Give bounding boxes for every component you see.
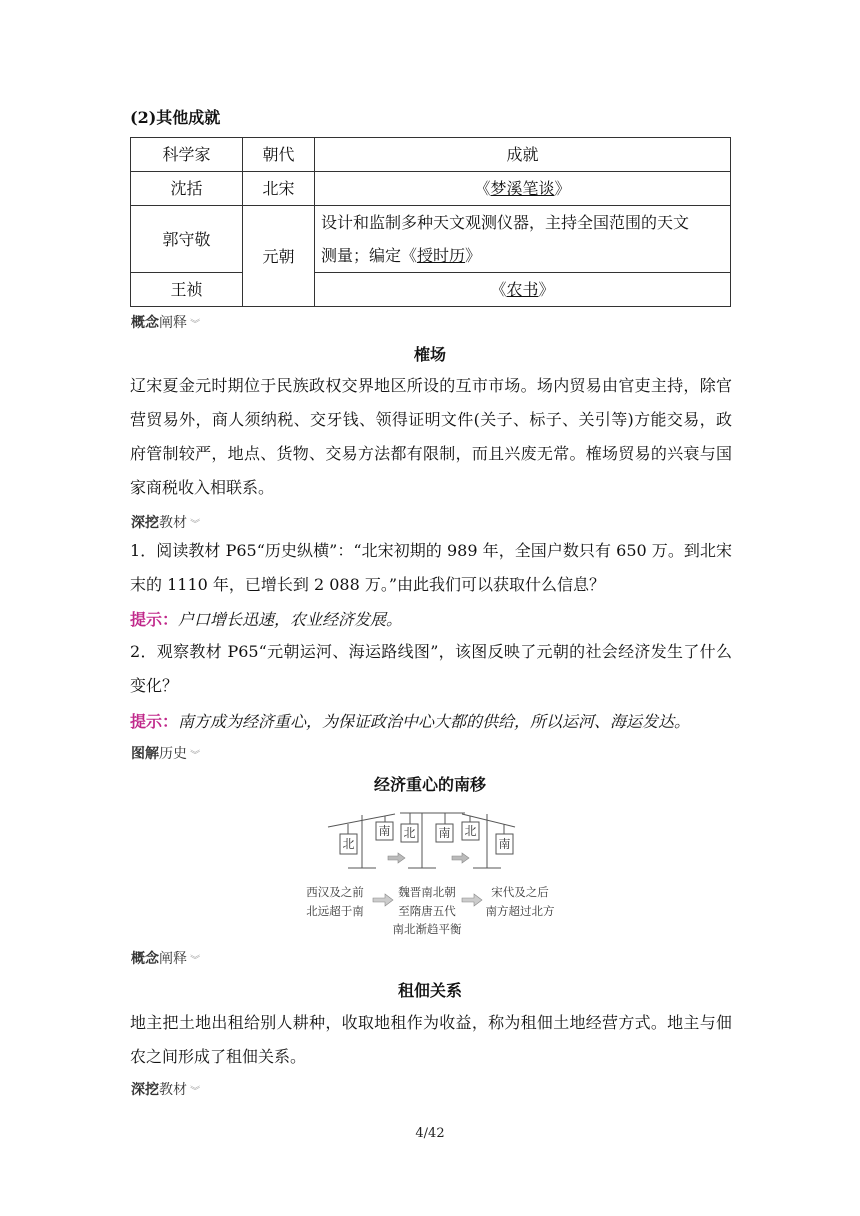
economic-shift-diagram <box>290 800 590 940</box>
chevron-down-icon: ︾ <box>187 1086 201 1098</box>
north-label: 北 <box>403 826 416 840</box>
table-row <box>131 206 731 273</box>
achievement-cell: 《梦溪笔谈》 <box>315 172 731 206</box>
achievement-cell: 设计和监制多种天文观测仪器，主持全国范围的天文 测量；编定《授时历》 <box>315 206 731 273</box>
stage-3-label: 宋代及之后 <box>491 885 549 899</box>
scientist-cell: 郭守敬 <box>131 206 243 273</box>
chevron-down-icon: ︾ <box>187 750 201 762</box>
south-label: 南 <box>498 837 511 851</box>
figure-title: 经济重心的南移 <box>373 775 486 794</box>
scientist-cell: 王祯 <box>131 273 243 307</box>
page-number: 4/42 <box>415 1126 445 1141</box>
dig-textbook-tag: 深挖教材 ︾ <box>131 1082 201 1098</box>
book-title: 梦溪笔谈 <box>490 179 555 198</box>
stage-2-label: 南北渐趋平衡 <box>392 922 462 936</box>
stage-2-label: 魏晋南北朝 <box>398 885 456 899</box>
book-title: 农书 <box>506 280 539 299</box>
achievements-table <box>130 137 731 307</box>
achievement-cell: 《农书》 <box>315 273 731 307</box>
table-header-row <box>131 138 731 172</box>
stage-3-label: 南方超过北方 <box>485 904 555 918</box>
table-header: 朝代 <box>243 138 315 172</box>
concept-tag: 概念阐释 ︾ <box>131 315 201 331</box>
north-label: 北 <box>342 837 355 851</box>
book-title: 授时历 <box>417 246 466 265</box>
dig-textbook-tag: 深挖教材 ︾ <box>131 515 201 531</box>
table-header: 科学家 <box>131 138 243 172</box>
concept-title: 榷场 <box>413 345 446 364</box>
south-label: 南 <box>378 824 391 838</box>
table-row <box>131 172 731 206</box>
dynasty-cell: 北宋 <box>243 172 315 206</box>
south-label: 南 <box>438 826 451 840</box>
section-title: (2)其他成就 <box>130 108 221 127</box>
question-1: 1．阅读教材 P65“历史纵横”：“北宋初期的 989 年，全国户数只有 650 万。到北宋末的 1110 年，已增长到 2 088 万。”由此我们可以获取什么信息？ <box>130 541 732 594</box>
arrow-right-icon <box>373 894 393 906</box>
stage-1-label: 北远超于南 <box>306 904 364 918</box>
chevron-down-icon: ︾ <box>187 319 201 331</box>
concept-tag: 概念阐释 ︾ <box>131 951 201 967</box>
figure-tag: 图解历史 ︾ <box>131 746 201 762</box>
north-label: 北 <box>464 824 477 838</box>
arrow-right-icon <box>388 853 405 863</box>
concept-title: 租佃关系 <box>397 981 462 1000</box>
table-header: 成就 <box>315 138 731 172</box>
arrow-right-icon <box>452 853 469 863</box>
stage-1-label: 西汉及之前 <box>306 885 364 899</box>
question-2: 2．观察教材 P65“元朝运河、海运路线图”，该图反映了元朝的社会经济发生了什么变化？ <box>130 642 732 695</box>
scientist-cell: 沈括 <box>131 172 243 206</box>
chevron-down-icon: ︾ <box>187 955 201 967</box>
concept-body: 地主把土地出租给别人耕种，收取地租作为收益，称为租佃土地经营方式。地主与佃农之间形成了租佃关系。 <box>130 1013 732 1066</box>
hint-2: 提示：南方成为经济重心，为保证政治中心大都的供给，所以运河、海运发达。 <box>130 712 691 731</box>
dynasty-cell: 元朝 <box>243 206 315 307</box>
hint-1: 提示：户口增长迅速，农业经济发展。 <box>130 610 403 629</box>
chevron-down-icon: ︾ <box>187 519 201 531</box>
table-row <box>131 273 731 307</box>
stage-2-label: 至隋唐五代 <box>398 904 456 918</box>
concept-body: 辽宋夏金元时期位于民族政权交界地区所设的互市市场。场内贸易由官吏主持，除官营贸易外，商人须纳税、交牙钱、领得证明文件(关子、标子、关引等)方能交易，政府管制较严，地点、货物、交易方法都有限制，而且兴废无常。榷场贸易的兴衰与国家商税收入相联系。 <box>130 376 732 497</box>
arrow-right-icon <box>462 894 482 906</box>
